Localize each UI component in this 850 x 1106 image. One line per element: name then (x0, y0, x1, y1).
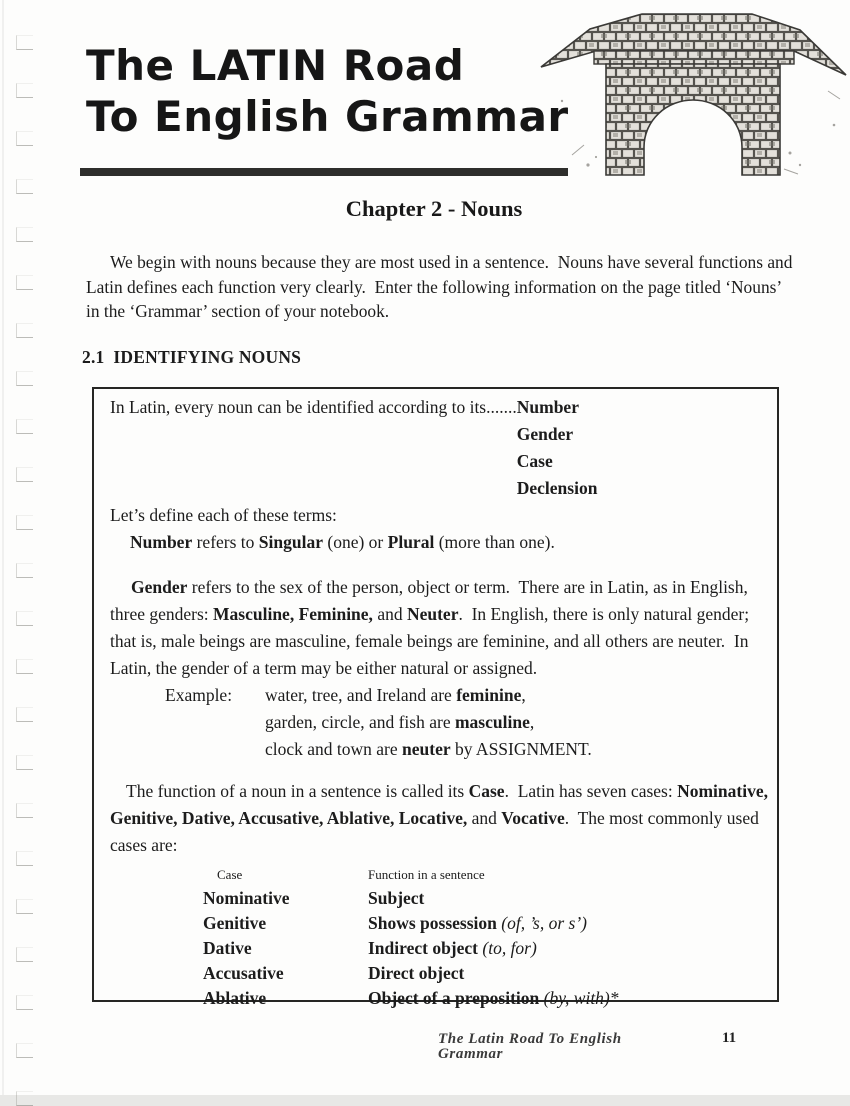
table-row (203, 986, 771, 1011)
define-terms-line: Let’s define each of these terms: (110, 505, 337, 525)
function-column-header: Function in a sentence (368, 867, 485, 882)
case-paragraph: The function of a noun in a sentence is called its Case. Latin has seven cases: Nominative, Genitive, Dative, Accusative, Ablative, Locative, and Vocative. The most commonly used cases are: (110, 781, 768, 855)
attribute-number: Number (516, 397, 579, 417)
identifying-nouns-box (92, 387, 779, 1008)
table-row (203, 911, 771, 936)
case-function: Direct object (368, 963, 465, 983)
gender-paragraph: Gender refers to the sex of the person, object or term. There are in Latin, as in English, three genders: Masculine, Feminine, and Neuter. In English, there is only natural gender; that is, male beings are masculine, female beings are feminine, and all others are neuter. In Latin, the gender of a term may be either natural or assigned. (110, 577, 750, 678)
identify-lead-text: In Latin, every noun can be identified according to its (110, 397, 487, 417)
identification-line (110, 394, 771, 502)
case-column-header: Case (217, 867, 243, 882)
noun-attributes-list (517, 394, 598, 502)
example-lines (265, 682, 592, 763)
section-heading: 2.1 IDENTIFYING NOUNS (82, 347, 302, 367)
number-definition: Number refers to Singular (one) or Plural (more than one). (130, 532, 555, 552)
intro-paragraph: We begin with nouns because they are most used in a sentence. Nouns have several functions and Latin defines each function very clearly. Enter the following information on the page titled ‘Nouns’ in the ‘Grammar’ section of your notebook. (86, 252, 793, 321)
chapter-heading: Chapter 2 - Nouns (345, 196, 523, 221)
attribute-case: Case (516, 451, 553, 471)
table-header-row (203, 866, 771, 883)
example-line-masculine: garden, circle, and fish are masculine, (265, 712, 535, 732)
case-name: Dative (203, 938, 252, 958)
attribute-declension: Declension (516, 478, 598, 498)
case-function: Object of a preposition (by, with)* (368, 988, 619, 1008)
table-row (203, 936, 771, 961)
gender-examples (110, 682, 771, 763)
example-line-feminine: water, tree, and Ireland are feminine, (265, 685, 526, 705)
table-row (203, 961, 771, 986)
case-name: Genitive (203, 913, 267, 933)
case-function: Indirect object (to, for) (368, 938, 537, 958)
attribute-gender: Gender (516, 424, 574, 444)
case-function: Shows possession (of, ’s, or s’) (368, 913, 587, 933)
case-name: Nominative (203, 888, 290, 908)
page-number: 11 (722, 1030, 737, 1046)
book-title (86, 40, 569, 142)
example-line-neuter: clock and town are neuter by ASSIGNMENT. (265, 739, 592, 759)
footer-running-title: The Latin Road To English Grammar (438, 1031, 622, 1062)
case-function-table (203, 866, 771, 1011)
stone-arch-illustration (538, 5, 850, 177)
case-name: Accusative (203, 963, 284, 983)
book-title-line2: To English Grammar (86, 92, 569, 141)
dot-leader: ....... (486, 397, 517, 417)
book-title-line1: The LATIN Road (86, 41, 465, 90)
case-name: Ablative (203, 988, 267, 1008)
table-row (203, 886, 771, 911)
example-label: Example: (165, 685, 233, 705)
case-function: Subject (368, 888, 425, 908)
title-divider-rule (80, 168, 568, 176)
